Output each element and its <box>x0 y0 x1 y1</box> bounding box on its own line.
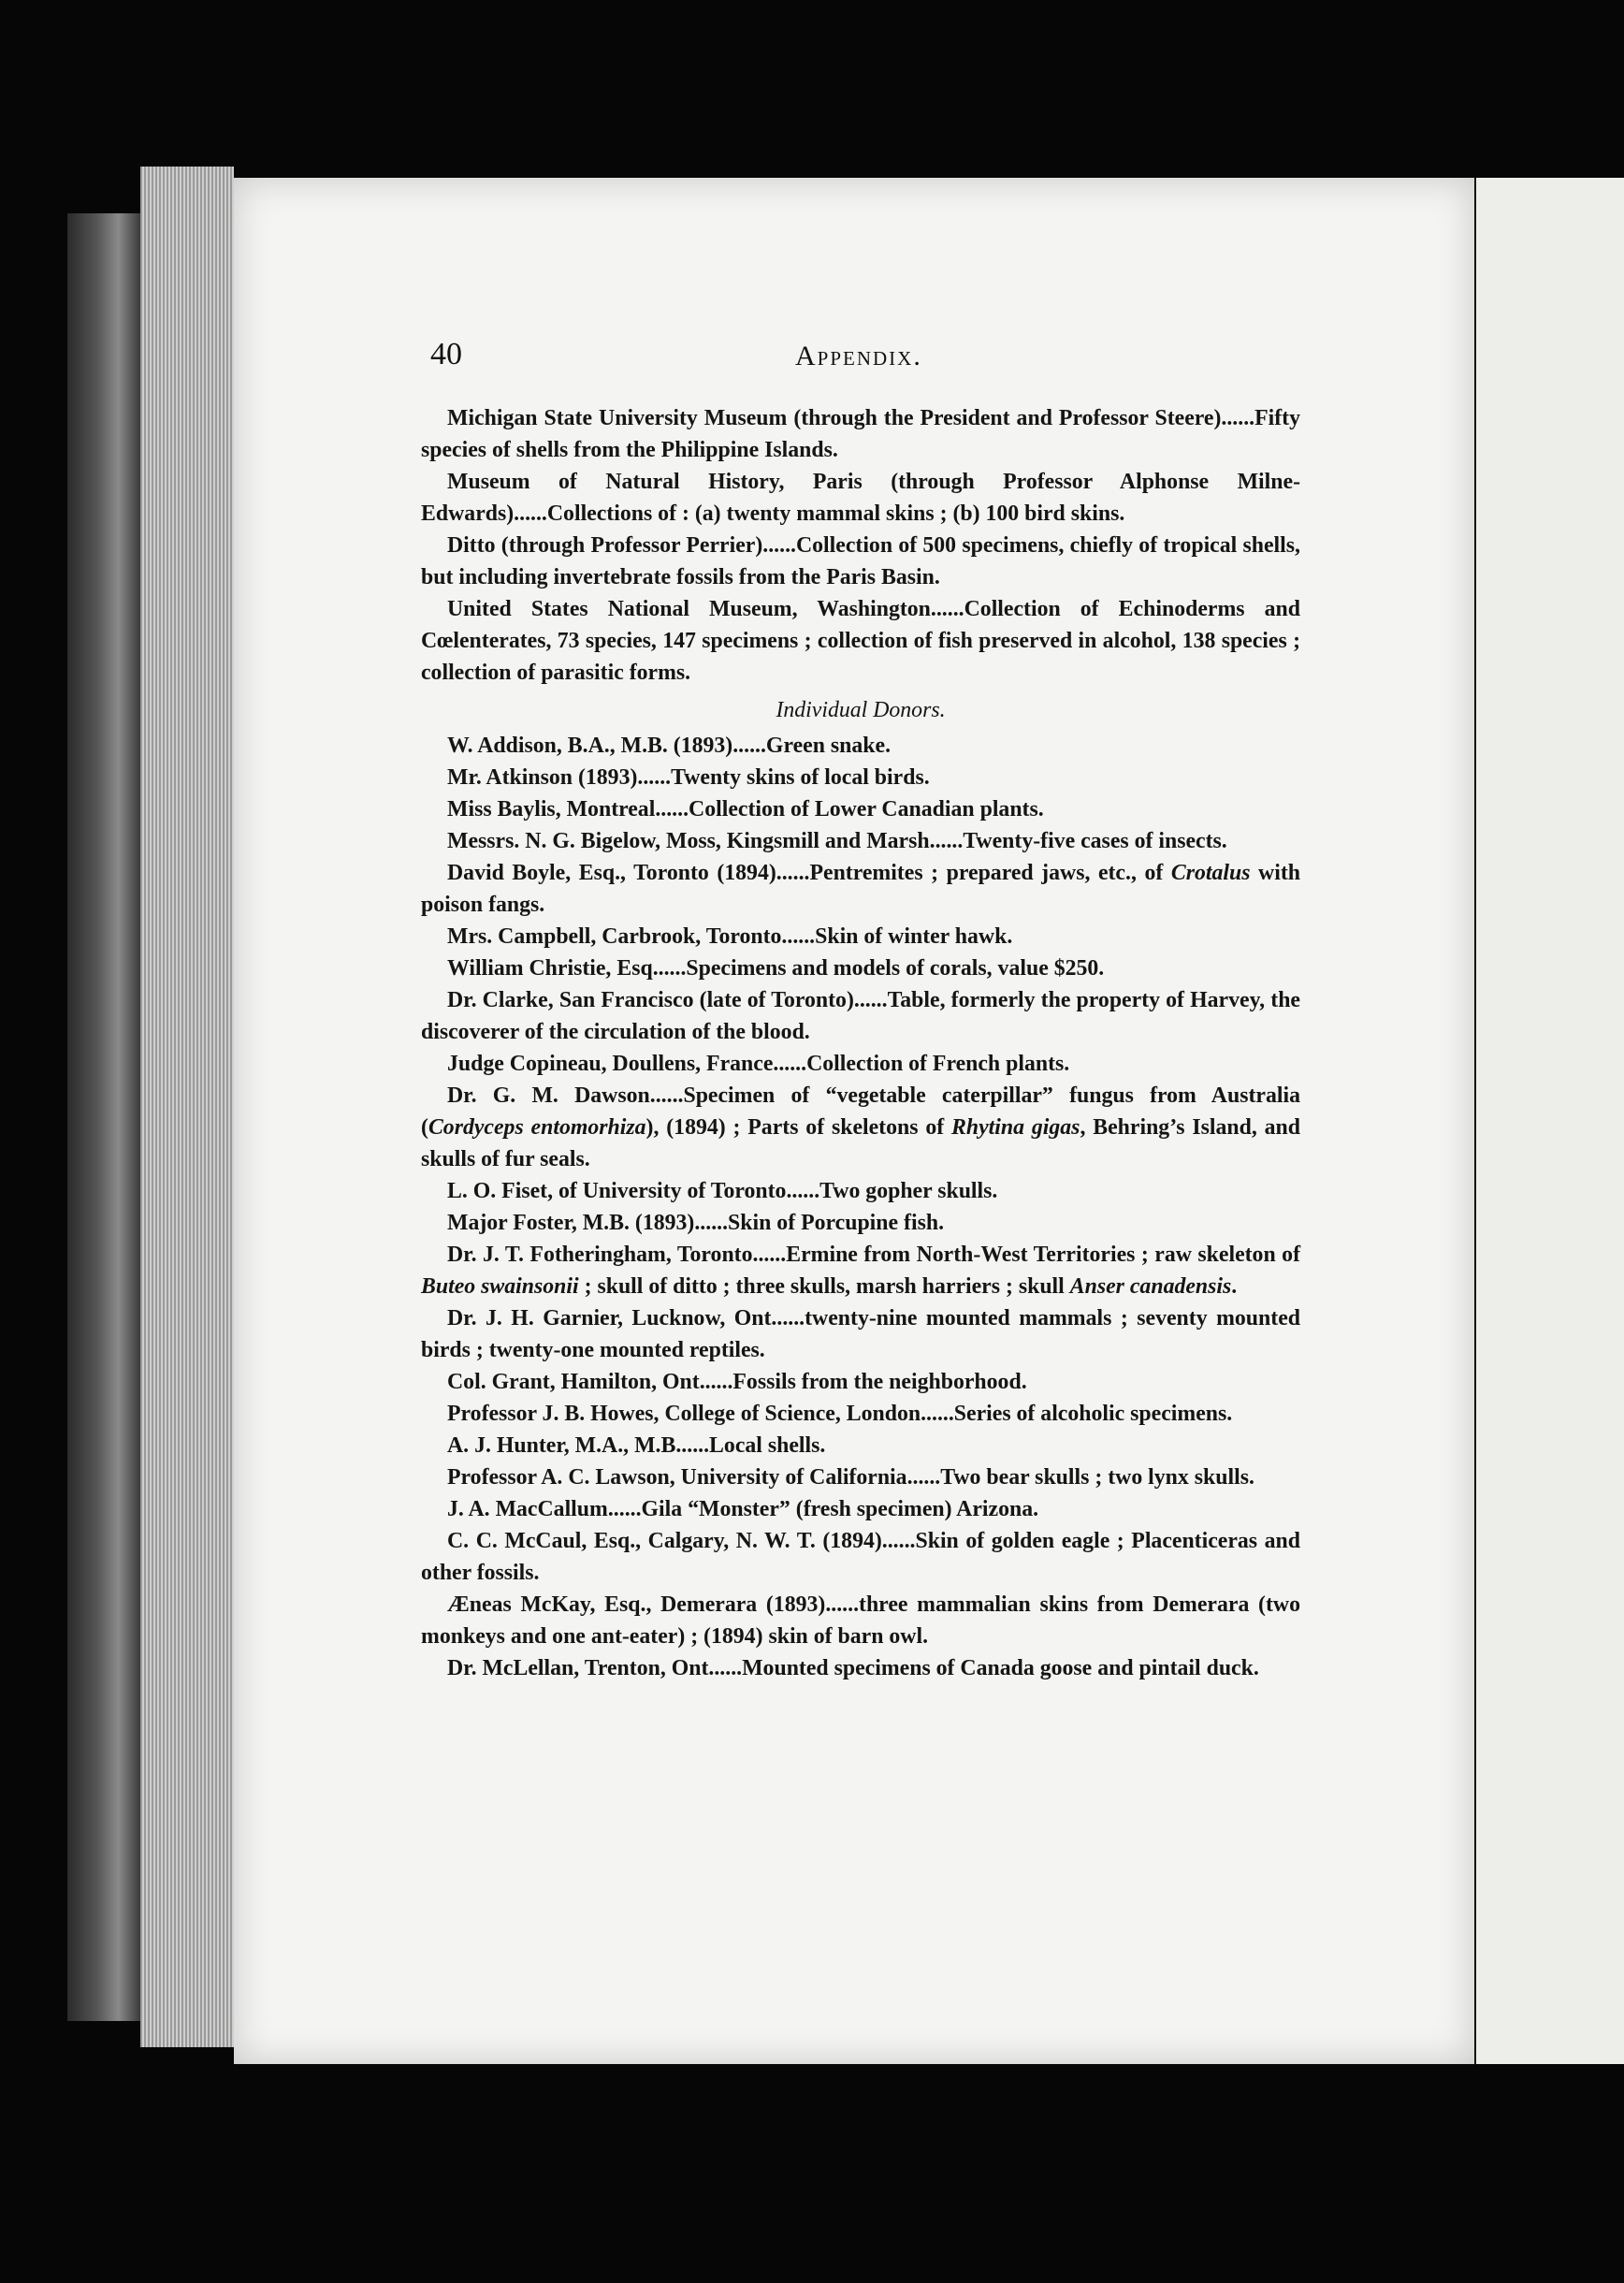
donor-entry: Professor A. C. Lawson, University of California......Two bear skulls ; two lynx skulls. <box>447 1465 1254 1490</box>
page-body <box>421 402 1300 1684</box>
page-edges <box>140 167 234 2047</box>
donor-entry: Dr. Clarke, San Francisco (late of Toronto)......Table, formerly the property of Harvey, the discoverer of the circulation of the blood. <box>421 988 1300 1044</box>
donor-entry: Judge Copineau, Doullens, France......Collection of French plants. <box>447 1052 1070 1076</box>
entry-text: with poison fangs. <box>421 861 1300 917</box>
species-name: Cordyceps entomorhiza <box>428 1115 646 1140</box>
species-name: Rhytina gigas <box>951 1115 1080 1140</box>
donor-entry: A. J. Hunter, M.A., M.B......Local shells. <box>447 1433 826 1458</box>
donor-entry <box>421 1239 1300 1302</box>
institution-entry: Ditto (through Professor Perrier)......Collection of 500 specimens, chiefly of tropical shells, but including invertebrate fossils from the Paris Basin. <box>421 533 1300 589</box>
donor-entry: Æneas McKay, Esq., Demerara (1893)......three mammalian skins from Demerara (two monkeys and one ant-eater) ; (1894) skin of barn owl. <box>421 1592 1300 1649</box>
donor-entry: L. O. Fiset, of University of Toronto......Two gopher skulls. <box>447 1179 998 1203</box>
entry-text: Dr. J. T. Fotheringham, Toronto......Ermine from North-West Territories ; raw skeleton of <box>447 1243 1300 1267</box>
book-page <box>234 178 1474 2064</box>
donor-entry: Mr. Atkinson (1893)......Twenty skins of local birds. <box>447 765 930 790</box>
donor-entry <box>421 1080 1300 1175</box>
species-name: Crotalus <box>1170 861 1251 885</box>
donor-entry: W. Addison, B.A., M.B. (1893)......Green snake. <box>447 734 892 758</box>
donor-entry: William Christie, Esq......Specimens and models of corals, value $250. <box>447 956 1105 981</box>
donor-entry: Mrs. Campbell, Carbrook, Toronto......Skin of winter hawk. <box>447 924 1013 949</box>
running-head: Appendix. <box>795 341 922 371</box>
species-name: Anser canadensis <box>1069 1274 1232 1299</box>
species-name: Buteo swainsonii <box>421 1274 579 1299</box>
institution-entry: Michigan State University Museum (through the President and Professor Steere)......Fifty species of shells from the Philippine Islands. <box>421 406 1300 462</box>
entry-text: David Boyle, Esq., Toronto (1894)......Pentremites ; prepared jaws, etc., of <box>447 861 1171 885</box>
entry-text: ; skull of ditto ; three skulls, marsh harriers ; skull <box>578 1274 1070 1299</box>
institution-entry: United States National Museum, Washington......Collection of Echinoderms and Cœlenterates, 73 species, 147 specimens ; collection of fish preserved in alcohol, 138 species ; collection of parasitic forms. <box>421 597 1300 685</box>
donor-entry: Col. Grant, Hamilton, Ont......Fossils from the neighborhood. <box>447 1370 1027 1394</box>
book-binding-edge <box>67 213 140 2021</box>
entry-text: . <box>1231 1274 1238 1299</box>
entry-text: ), (1894) ; Parts of skeletons of <box>645 1115 951 1140</box>
donor-entry: Professor J. B. Howes, College of Science, London......Series of alcoholic specimens. <box>447 1402 1233 1426</box>
entry-text: , Behring’s Island, and skulls of fur seals. <box>421 1115 1300 1171</box>
donor-entry: Major Foster, M.B. (1893)......Skin of Porcupine fish. <box>447 1211 945 1235</box>
donor-entry: Dr. McLellan, Trenton, Ont......Mounted specimens of Canada goose and pintail duck. <box>447 1656 1259 1680</box>
donor-entry: Miss Baylis, Montreal......Collection of Lower Canadian plants. <box>447 797 1044 822</box>
page-number: 40 <box>430 337 462 371</box>
institution-entry: Museum of Natural History, Paris (through Professor Alphonse Milne-Edwards)......Collections of : (a) twenty mammal skins ; (b) 100 bird skins. <box>421 470 1300 526</box>
donor-entry: J. A. MacCallum......Gila “Monster” (fresh specimen) Arizona. <box>447 1497 1039 1521</box>
donor-entry <box>421 857 1300 921</box>
donor-entry: Dr. J. H. Garnier, Lucknow, Ont......twenty-nine mounted mammals ; seventy mounted birds ; twenty-one mounted reptiles. <box>421 1306 1300 1362</box>
donor-entry: C. C. McCaul, Esq., Calgary, N. W. T. (1894)......Skin of golden eagle ; Placenticeras and other fossils. <box>421 1529 1300 1585</box>
section-heading: Individual Donors. <box>776 698 946 722</box>
donor-entry: Messrs. N. G. Bigelow, Moss, Kingsmill and Marsh......Twenty-five cases of insects. <box>447 829 1227 853</box>
entry-text: Dr. G. M. Dawson......Specimen of “vegetable caterpillar” fungus from Australia ( <box>421 1083 1300 1140</box>
facing-page-edge <box>1471 178 1624 2064</box>
page-header <box>430 337 1375 378</box>
